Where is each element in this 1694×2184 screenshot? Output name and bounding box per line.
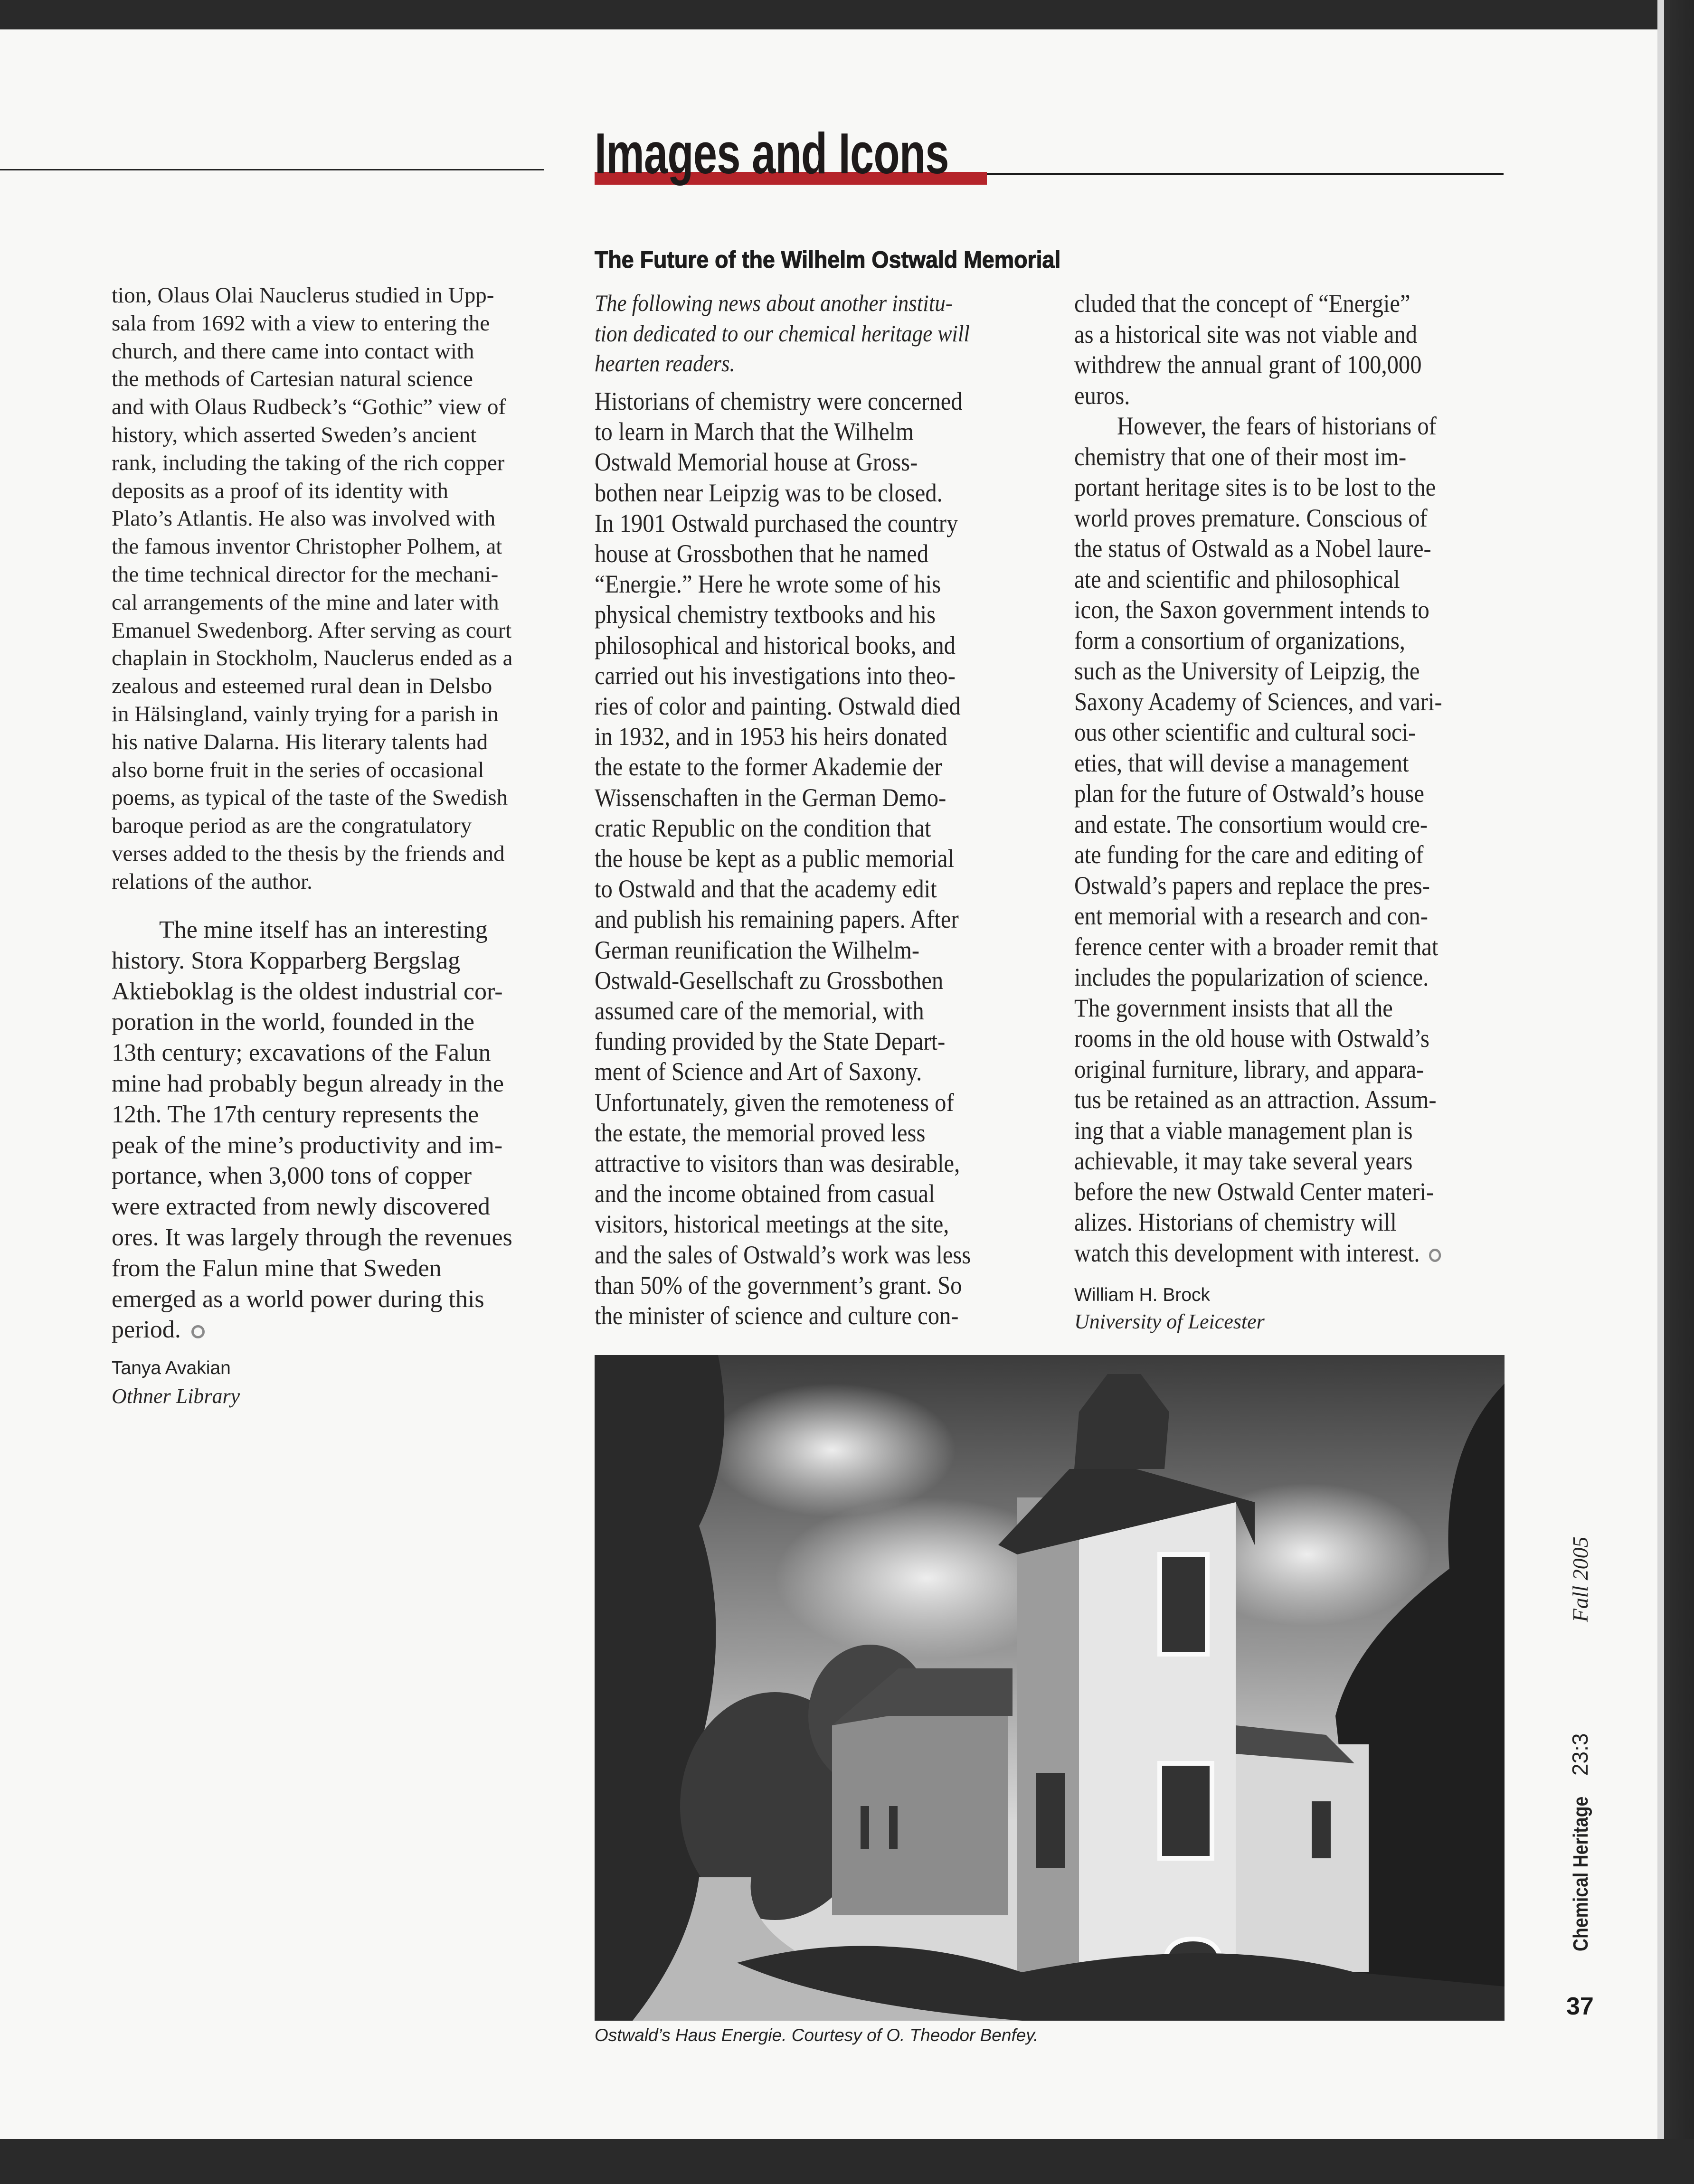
text-line bbox=[112, 977, 512, 1007]
text-line bbox=[112, 1315, 512, 1346]
text-line-content: Wissenschaften in the German Demo- bbox=[595, 783, 946, 812]
text-line-content: verses added to the thesis by the friends and bbox=[112, 841, 505, 866]
text-line-content: Unfortunately, given the remoteness of bbox=[595, 1088, 954, 1117]
text-line-content: carried out his investigations into theo- bbox=[595, 661, 956, 690]
text-line bbox=[595, 1148, 971, 1178]
text-line-content: eties, that will devise a management bbox=[1074, 748, 1409, 777]
text-line bbox=[1074, 1084, 1442, 1115]
text-line bbox=[595, 538, 971, 569]
text-line-content: funding provided by the State Depart- bbox=[595, 1027, 946, 1056]
text-line-content: and with Olaus Rudbeck’s “Gothic” view of bbox=[112, 395, 506, 420]
text-line bbox=[595, 843, 971, 874]
text-line-content: also borne fruit in the series of occasional bbox=[112, 757, 484, 782]
article-body-middle bbox=[595, 386, 971, 1331]
text-line bbox=[1074, 717, 1442, 748]
text-line-content: watch this development with interest. bbox=[1074, 1238, 1420, 1267]
article-paragraph-however bbox=[1074, 411, 1442, 1268]
text-line bbox=[595, 996, 971, 1026]
text-line-content: the famous inventor Christopher Polhem, at bbox=[112, 534, 502, 559]
text-line-content: Historians of chemistry were concerned bbox=[595, 387, 963, 415]
left-wing-window bbox=[861, 1806, 869, 1849]
scan-border-top bbox=[0, 0, 1694, 29]
text-line-content: ous other scientific and cultural soci- bbox=[1074, 718, 1416, 746]
text-line bbox=[1074, 442, 1442, 472]
scan-border-right bbox=[1657, 0, 1694, 2184]
text-line bbox=[595, 478, 971, 508]
text-line-content: cal arrangements of the mine and later with bbox=[112, 590, 499, 615]
text-line-content: world proves premature. Conscious of bbox=[1074, 503, 1428, 532]
previous-article-paragraph-1 bbox=[112, 282, 512, 896]
text-line bbox=[595, 1026, 971, 1056]
text-line bbox=[595, 447, 971, 477]
text-line bbox=[595, 416, 971, 447]
text-line bbox=[112, 617, 512, 645]
text-line bbox=[1074, 748, 1442, 779]
text-line bbox=[112, 310, 512, 338]
text-line-content: includes the popularization of science. bbox=[1074, 963, 1429, 991]
previous-article-affiliation: Othner Library bbox=[112, 1384, 240, 1408]
text-line-content: from the Falun mine that Sweden bbox=[112, 1254, 442, 1282]
text-line bbox=[112, 1284, 512, 1315]
text-line bbox=[595, 508, 971, 538]
text-line-content: deposits as a proof of its identity with bbox=[112, 478, 448, 503]
text-line-content: poems, as typical of the taste of the Swedish bbox=[112, 785, 508, 810]
text-line bbox=[1074, 594, 1442, 625]
text-line bbox=[112, 1038, 512, 1069]
text-line bbox=[1074, 319, 1442, 350]
text-line bbox=[112, 868, 512, 896]
text-line bbox=[1074, 1177, 1442, 1207]
text-line-content: were extracted from newly discovered bbox=[112, 1193, 490, 1221]
text-line-content: and the income obtained from casual bbox=[595, 1179, 935, 1208]
text-line-content: form a consortium of organizations, bbox=[1074, 626, 1405, 655]
text-line bbox=[112, 812, 512, 840]
article-title: The Future of the Wilhelm Ostwald Memorial bbox=[595, 246, 1061, 273]
text-line bbox=[595, 569, 971, 599]
text-line bbox=[1074, 1054, 1442, 1085]
end-of-article-icon bbox=[191, 1325, 205, 1338]
photo-caption: Ostwald’s Haus Energie. Courtesy of O. Theodor Benfey. bbox=[595, 2025, 1039, 2045]
text-line-content: in 1932, and in 1953 his heirs donated bbox=[595, 722, 947, 751]
text-line-content: tion, Olaus Olai Nauclerus studied in Upp- bbox=[112, 283, 494, 308]
text-line-content: Aktieboklag is the oldest industrial cor- bbox=[112, 978, 503, 1005]
text-line-content: icon, the Saxon government intends to bbox=[1074, 595, 1429, 624]
text-line bbox=[112, 915, 512, 946]
text-line-content: period. bbox=[112, 1316, 181, 1344]
text-line bbox=[112, 840, 512, 868]
text-line-content: zealous and esteemed rural dean in Delsbo bbox=[112, 674, 492, 699]
text-line bbox=[1074, 1238, 1442, 1269]
text-line-content: as a historical site was not viable and bbox=[1074, 320, 1418, 348]
text-line bbox=[1074, 625, 1442, 656]
text-line bbox=[112, 1100, 512, 1130]
text-line bbox=[112, 1223, 512, 1253]
text-line-content: and the sales of Ostwald’s work was less bbox=[595, 1240, 971, 1269]
text-line-content: and publish his remaining papers. After bbox=[595, 905, 959, 934]
volume-number: 23:3 bbox=[1568, 1733, 1592, 1776]
text-line bbox=[112, 338, 512, 366]
text-line bbox=[112, 700, 512, 728]
magazine-name: Chemical Heritage bbox=[1569, 1796, 1592, 1951]
text-line bbox=[595, 386, 971, 416]
text-line bbox=[112, 1253, 512, 1284]
text-line bbox=[595, 813, 971, 843]
text-line-content: cluded that the concept of “Energie” bbox=[1074, 289, 1410, 318]
text-line bbox=[595, 752, 971, 782]
text-line-content: the minister of science and culture con- bbox=[595, 1301, 959, 1330]
cloud bbox=[709, 1384, 956, 1516]
text-line bbox=[112, 365, 512, 393]
text-line bbox=[1074, 839, 1442, 870]
text-line-content: philosophical and historical books, and bbox=[595, 631, 956, 659]
text-line bbox=[595, 630, 971, 660]
text-line bbox=[595, 965, 971, 996]
issue-date: Fall 2005 bbox=[1568, 1536, 1592, 1622]
text-line-content: In 1901 Ostwald purchased the country bbox=[595, 508, 958, 537]
text-line-content: bothen near Leipzig was to be closed. bbox=[595, 478, 943, 507]
text-line-content: Ostwald Memorial house at Gross- bbox=[595, 448, 918, 477]
text-line-content: 13th century; excavations of the Falun bbox=[112, 1039, 491, 1067]
text-line-content: baroque period as are the congratulatory bbox=[112, 813, 472, 838]
text-line bbox=[112, 784, 512, 812]
text-line bbox=[595, 1056, 971, 1087]
tower-shadow-side bbox=[1017, 1497, 1079, 1972]
text-line-content: cratic Republic on the condition that bbox=[595, 813, 931, 842]
text-line-content: tus be retained as an attraction. Assum- bbox=[1074, 1085, 1437, 1114]
text-line-content: Saxony Academy of Sciences, and vari- bbox=[1074, 687, 1442, 716]
text-line bbox=[595, 721, 971, 752]
text-line bbox=[595, 904, 971, 934]
text-line-content: ores. It was largely through the revenues bbox=[112, 1224, 512, 1251]
previous-article-author: Tanya Avakian bbox=[112, 1358, 231, 1378]
house-right-wing bbox=[1236, 1744, 1369, 1972]
text-line-content: the house be kept as a public memorial bbox=[595, 844, 955, 873]
text-line bbox=[595, 1178, 971, 1209]
text-line bbox=[112, 533, 512, 561]
text-line bbox=[1074, 932, 1442, 962]
text-line-content: sala from 1692 with a view to entering the bbox=[112, 311, 490, 336]
text-line bbox=[595, 691, 971, 721]
text-line-content: Ostwald’s papers and replace the pres- bbox=[1074, 871, 1430, 900]
text-line-content: However, the fears of historians of bbox=[1117, 412, 1437, 440]
text-line bbox=[112, 561, 512, 589]
article-intro bbox=[595, 288, 970, 379]
text-line bbox=[1074, 472, 1442, 503]
bay-window bbox=[1036, 1773, 1065, 1868]
text-line bbox=[112, 1130, 512, 1161]
text-line-content: portant heritage sites is to be lost to the bbox=[1074, 473, 1436, 501]
text-line-content: ate and scientific and philosophical bbox=[1074, 565, 1400, 593]
header-rule-left bbox=[0, 169, 544, 170]
text-line bbox=[1074, 778, 1442, 809]
text-line-content: The mine itself has an interesting bbox=[159, 916, 488, 943]
text-line bbox=[112, 477, 512, 505]
scan-border-bottom bbox=[0, 2139, 1694, 2184]
text-line-content: poration in the world, founded in the bbox=[112, 1008, 474, 1036]
text-line bbox=[595, 1209, 971, 1239]
text-line bbox=[1074, 380, 1442, 411]
text-line-content: chemistry that one of their most im- bbox=[1074, 442, 1407, 471]
text-line bbox=[1074, 503, 1442, 534]
text-line bbox=[1074, 288, 1442, 319]
text-line bbox=[595, 1270, 971, 1300]
text-line-content: assumed care of the memorial, with bbox=[595, 997, 924, 1026]
text-line-content: euros. bbox=[1074, 381, 1130, 410]
text-line-content: visitors, historical meetings at the site, bbox=[595, 1210, 949, 1239]
text-line bbox=[112, 728, 512, 756]
text-line bbox=[112, 393, 512, 421]
text-line bbox=[595, 288, 970, 319]
text-line bbox=[1074, 1115, 1442, 1146]
article-paragraph-continued bbox=[1074, 288, 1442, 411]
text-line-content: ate funding for the care and editing of bbox=[1074, 840, 1424, 869]
text-line bbox=[595, 660, 971, 691]
text-line-content: portance, when 3,000 tons of copper bbox=[112, 1162, 472, 1190]
text-line bbox=[112, 1161, 512, 1192]
text-line-content: the methods of Cartesian natural science bbox=[112, 367, 473, 392]
text-line bbox=[1074, 901, 1442, 932]
text-line-content: alizes. Historians of chemistry will bbox=[1074, 1208, 1397, 1236]
text-line bbox=[1074, 656, 1442, 687]
text-line-content: Ostwald-Gesellschaft zu Grossbothen bbox=[595, 966, 944, 995]
text-line bbox=[595, 1118, 971, 1148]
tower-window-upper bbox=[1160, 1554, 1207, 1654]
text-line-content: than 50% of the government’s grant. So bbox=[595, 1271, 962, 1299]
text-line-content: Emanuel Swedenborg. After serving as court bbox=[112, 618, 512, 643]
text-line-content: achievable, it may take several years bbox=[1074, 1147, 1413, 1175]
text-line bbox=[595, 935, 971, 965]
text-line bbox=[1074, 1023, 1442, 1054]
text-line bbox=[112, 644, 512, 672]
text-line bbox=[595, 1300, 971, 1331]
text-line-content: emerged as a world power during this bbox=[112, 1285, 484, 1313]
text-line-content: history. Stora Kopparberg Bergslag bbox=[112, 947, 461, 974]
text-line-content: such as the University of Leipzig, the bbox=[1074, 657, 1420, 685]
text-line-content: mine had probably begun already in the bbox=[112, 1070, 504, 1097]
text-line bbox=[1074, 533, 1442, 564]
text-line bbox=[112, 505, 512, 533]
page-number: 37 bbox=[1566, 1993, 1594, 2020]
text-line-content: to Ostwald and that the academy edit bbox=[595, 875, 937, 904]
text-line-content: attractive to visitors than was desirable, bbox=[595, 1149, 960, 1178]
text-line bbox=[1074, 1146, 1442, 1177]
house-photo-illustration bbox=[595, 1355, 1505, 2021]
text-line-content: the estate, the memorial proved less bbox=[595, 1118, 926, 1147]
text-line-content: ference center with a broader remit that bbox=[1074, 932, 1438, 961]
text-line bbox=[112, 946, 512, 977]
text-line bbox=[112, 589, 512, 617]
text-line-content: physical chemistry textbooks and his bbox=[595, 600, 936, 629]
text-line-content: hearten readers. bbox=[595, 350, 735, 377]
running-footer bbox=[1567, 1536, 1593, 1951]
article-body-right bbox=[1074, 288, 1442, 1268]
text-line-content: rank, including the taking of the rich copper bbox=[112, 450, 505, 475]
text-line-content: tion dedicated to our chemical heritage will bbox=[595, 320, 970, 347]
text-line-content: ries of color and painting. Ostwald died bbox=[595, 692, 961, 721]
text-line bbox=[112, 421, 512, 449]
text-line bbox=[595, 1087, 971, 1118]
text-line-content: the estate to the former Akademie der bbox=[595, 753, 942, 781]
header-rule-right bbox=[987, 173, 1504, 175]
text-line bbox=[112, 1192, 512, 1223]
text-line bbox=[112, 449, 512, 477]
text-line-content: “Energie.” Here he wrote some of his bbox=[595, 570, 941, 599]
text-line-content: rooms in the old house with Ostwald’s bbox=[1074, 1024, 1429, 1053]
text-line bbox=[112, 1069, 512, 1100]
text-line bbox=[595, 599, 971, 630]
text-line-content: The following news about another institu- bbox=[595, 290, 953, 316]
text-line bbox=[1074, 564, 1442, 595]
text-line-content: chaplain in Stockholm, Nauclerus ended as a bbox=[112, 646, 513, 671]
text-line bbox=[1074, 962, 1442, 993]
text-line-content: the status of Ostwald as a Nobel laure- bbox=[1074, 534, 1431, 563]
text-line-content: original furniture, library, and appara- bbox=[1074, 1054, 1424, 1083]
text-line bbox=[112, 282, 512, 310]
text-line bbox=[112, 672, 512, 700]
text-line bbox=[1074, 349, 1442, 380]
text-line-content: to learn in March that the Wilhelm bbox=[595, 417, 914, 446]
text-line bbox=[1074, 993, 1442, 1024]
end-of-article-icon bbox=[1429, 1249, 1441, 1262]
text-line-content: ent memorial with a research and con- bbox=[1074, 902, 1428, 930]
text-line-content: 12th. The 17th century represents the bbox=[112, 1101, 479, 1128]
text-line bbox=[595, 782, 971, 813]
text-line-content: withdrew the annual grant of 100,000 bbox=[1074, 350, 1422, 379]
text-line bbox=[595, 1240, 971, 1270]
text-line-content: peak of the mine’s productivity and im- bbox=[112, 1131, 503, 1159]
text-line bbox=[112, 756, 512, 784]
text-line bbox=[1074, 687, 1442, 717]
text-line-content: in Hälsingland, vainly trying for a parish in bbox=[112, 701, 499, 726]
text-line-content: before the new Ostwald Center materi- bbox=[1074, 1177, 1434, 1206]
text-line-content: German reunification the Wilhelm- bbox=[595, 935, 920, 964]
text-line bbox=[1074, 809, 1442, 840]
text-line-content: the time technical director for the mechani- bbox=[112, 562, 499, 587]
text-line bbox=[1074, 870, 1442, 901]
text-line bbox=[595, 319, 970, 349]
text-line bbox=[112, 1007, 512, 1038]
text-line-content: house at Grossbothen that he named bbox=[595, 539, 929, 568]
text-line-content: history, which asserted Sweden’s ancient bbox=[112, 422, 477, 447]
section-title: Images and Icons bbox=[595, 121, 949, 186]
left-wing-window bbox=[889, 1806, 898, 1849]
article-affiliation: University of Leicester bbox=[1074, 1310, 1265, 1333]
text-line-content: ment of Science and Art of Saxony. bbox=[595, 1057, 922, 1086]
photo-haus-energie bbox=[595, 1355, 1505, 2021]
text-line bbox=[1074, 1207, 1442, 1238]
text-line-content: relations of the author. bbox=[112, 869, 312, 894]
tower-window-middle bbox=[1160, 1763, 1212, 1858]
text-line-content: plan for the future of Ostwald’s house bbox=[1074, 779, 1424, 808]
text-line-content: ing that a viable management plan is bbox=[1074, 1116, 1413, 1145]
text-line-content: The government insists that all the bbox=[1074, 993, 1393, 1022]
previous-article-paragraph-2 bbox=[112, 915, 512, 1346]
text-line-content: church, and there came into contact with bbox=[112, 339, 474, 364]
article-author: William H. Brock bbox=[1074, 1285, 1211, 1305]
text-line-content: and estate. The consortium would cre- bbox=[1074, 810, 1428, 838]
text-line bbox=[595, 874, 971, 904]
text-line bbox=[1074, 411, 1442, 442]
text-line-content: Plato’s Atlantis. He also was involved with bbox=[112, 506, 496, 531]
right-wing-window bbox=[1312, 1801, 1331, 1858]
text-line-content: his native Dalarna. His literary talents had bbox=[112, 729, 488, 754]
text-line bbox=[595, 348, 970, 379]
